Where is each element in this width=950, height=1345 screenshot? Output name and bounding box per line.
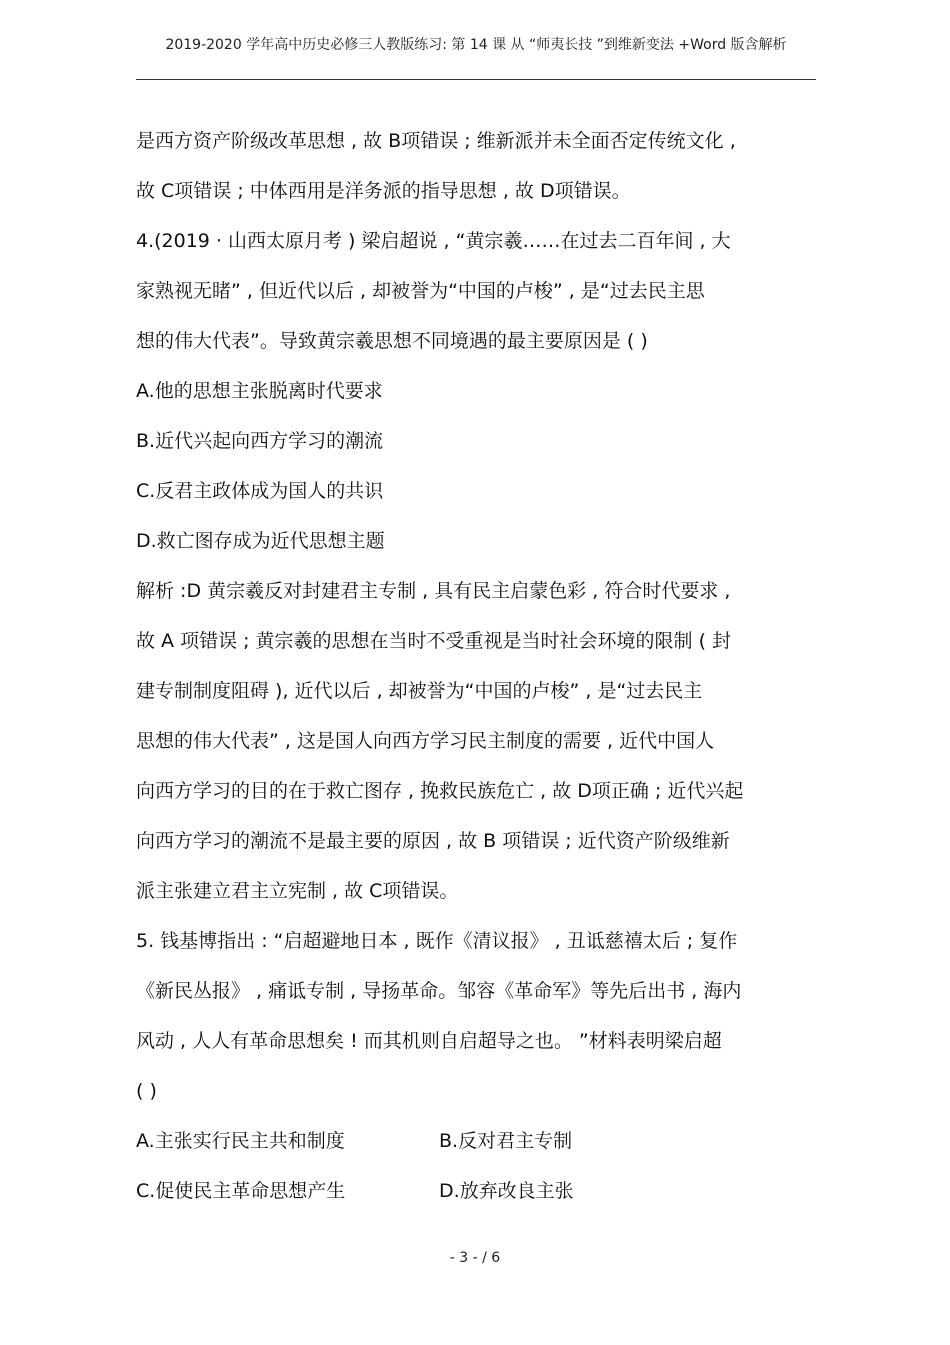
option-c: C.促使民主革命思想产生	[136, 1180, 346, 1202]
header-divider	[136, 79, 816, 80]
option-b: B.近代兴起向西方学习的潮流	[136, 430, 384, 452]
option-a: A.他的思想主张脱离时代要求	[136, 380, 383, 402]
analysis-line: 故 C项错误 ; 中体西用是洋务派的指导思想 , 故 D项错误。	[136, 180, 631, 202]
analysis-line: 建专制制度阻碍 ), 近代以后 , 却被誉为“中国的卢梭” , 是“过去民主	[136, 680, 703, 702]
question-stem-line: 4.(2019 · 山西太原月考 ) 梁启超说 , “黄宗羲……在过去二百年间 , 大	[136, 230, 731, 252]
option-d: D.放弃改良主张	[439, 1180, 574, 1202]
header-title: 2019-2020 学年高中历史必修三人教版练习: 第 14 课 从 “师夷长技 ”到维新变法 +Word 版含解析	[165, 37, 787, 53]
question-4	[136, 216, 826, 916]
document-body	[136, 116, 826, 1216]
analysis-line: 思想的伟大代表” , 这是国人向西方学习民主制度的需要 , 近代中国人	[136, 730, 715, 752]
page-number: - 3 - / 6	[449, 1250, 501, 1266]
question-stem-line: 5. 钱基博指出 : “启超避地日本 , 既作《清议报》 , 丑诋慈禧太后 ; 复作	[136, 930, 738, 952]
question-stem-line: 《新民丛报》 , 痛诋专制 , 导扬革命。邹容《革命军》等先后出书 , 海内	[136, 980, 742, 1002]
question-stem-line: 风动 , 人人有革命思想矣 ! 而其机则自启超导之也。 ”材料表明梁启超	[136, 1030, 722, 1052]
options-row	[136, 1116, 826, 1166]
analysis-line: 派主张建立君主立宪制 , 故 C项错误。	[136, 880, 459, 902]
question-stem-line: 想的伟大代表”。导致黄宗羲思想不同境遇的最主要原因是 ( )	[136, 330, 648, 352]
options-row	[136, 1166, 826, 1216]
previous-analysis	[136, 116, 826, 216]
page-footer	[0, 1250, 950, 1266]
analysis-line: 故 A 项错误 ; 黄宗羲的思想在当时不受重视是当时社会环境的限制 ( 封	[136, 630, 732, 652]
analysis-line: 向西方学习的潮流不是最主要的原因 , 故 B 项错误 ; 近代资产阶级维新	[136, 830, 730, 852]
option-a: A.主张实行民主共和制度	[136, 1130, 345, 1152]
analysis-line: 解析 :D 黄宗羲反对封建君主专制 , 具有民主启蒙色彩 , 符合时代要求 ,	[136, 580, 731, 602]
option-c: C.反君主政体成为国人的共识	[136, 480, 384, 502]
analysis-line: 向西方学习的目的在于救亡图存 , 挽救民族危亡 , 故 D项正确 ; 近代兴起	[136, 780, 744, 802]
option-b: B.反对君主专制	[439, 1130, 573, 1152]
answer-blank: ( )	[136, 1080, 157, 1102]
page-header	[136, 36, 816, 55]
question-stem-line: 家熟视无睹” , 但近代以后 , 却被誉为“中国的卢梭” , 是“过去民主思	[136, 280, 705, 302]
question-5	[136, 916, 826, 1216]
analysis-line: 是西方资产阶级改革思想 , 故 B项错误 ; 维新派并未全面否定传统文化 ,	[136, 130, 736, 152]
option-d: D.救亡图存成为近代思想主题	[136, 530, 385, 552]
